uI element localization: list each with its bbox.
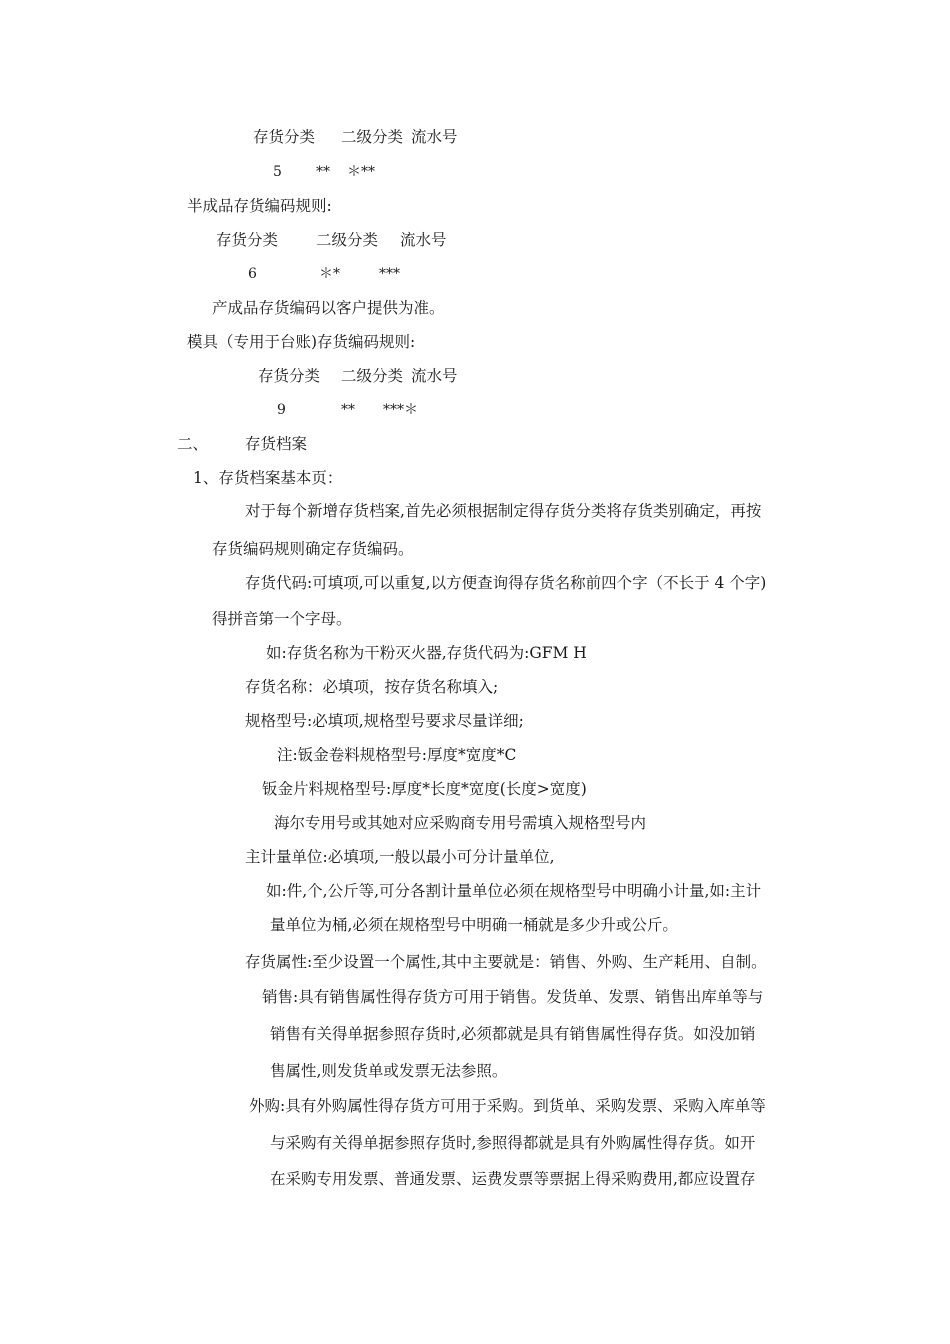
rule3-header-subcategory: 二级分类 [341, 367, 404, 385]
rule1-code-category: 5 [273, 164, 282, 180]
rule3-code-subcategory: ** [341, 402, 355, 418]
rule2-code-serial: *** [379, 266, 400, 282]
section-number: 二、 [177, 435, 209, 453]
rule3-title: 模具（专用于台账)存货编码规则: [187, 333, 416, 351]
finished-goods-note: 产成品存货编码以客户提供为准。 [212, 299, 445, 317]
rule2-header-subcategory: 二级分类 [316, 231, 379, 249]
rule2-header-serial: 流水号 [400, 231, 447, 249]
rule1-header-category: 存货分类 [253, 128, 316, 146]
section-title: 存货档案 [245, 435, 308, 453]
rule1-header-subcategory: 二级分类 [341, 128, 404, 146]
rule2-title: 半成品存货编码规则: [187, 197, 332, 215]
paragraph-spec-note2: 钣金片料规格型号:厚度*长度*宽度(长度>宽度) [262, 780, 587, 798]
paragraph-unit-example2: 量单位为桶,必须在规格型号中明确一桶就是多少升或公斤。 [270, 916, 678, 934]
rule3-code-serial: ***＊ [383, 402, 418, 418]
subsection-title: 1、存货档案基本页： [193, 469, 343, 487]
rule1-header-serial: 流水号 [411, 128, 458, 146]
rule1-code-subcategory: ** [316, 164, 330, 180]
paragraph-spec-note3: 海尔专用号或其她对应采购商专用号需填入规格型号内 [274, 814, 647, 832]
rule1-code-serial: ＊** [347, 164, 375, 180]
paragraph-spec-note1: 注:钣金卷料规格型号:厚度*宽度*C [277, 746, 517, 764]
paragraph-sale-line3: 售属性,则发货单或发票无法参照。 [270, 1062, 508, 1080]
paragraph-purchase-line3: 在采购专用发票、普通发票、运费发票等票据上得采购费用,都应设置存 [270, 1170, 756, 1188]
paragraph-intro-line2: 存货编码规则确定存货编码。 [212, 540, 414, 558]
paragraph-code-example: 如:存货名称为干粉灭火器,存货代码为:GFM H [266, 644, 587, 662]
rule2-header-category: 存货分类 [216, 231, 279, 249]
rule3-code-category: 9 [277, 402, 286, 418]
paragraph-intro-line1: 对于每个新增存货档案,首先必须根据制定得存货分类将存货类别确定，再按 [245, 502, 762, 520]
rule3-header-serial: 流水号 [411, 367, 458, 385]
paragraph-attr: 存货属性:至少设置一个属性,其中主要就是：销售、外购、生产耗用、自制。 [245, 953, 767, 971]
paragraph-unit: 主计量单位:必填项,一般以最小可分计量单位, [245, 848, 555, 866]
rule2-code-subcategory: ＊* [319, 266, 340, 282]
rule3-header-category: 存货分类 [258, 367, 321, 385]
paragraph-purchase-line2: 与采购有关得单据参照存货时,参照得都就是具有外购属性得存货。如开 [270, 1134, 756, 1152]
paragraph-unit-example1: 如:件,个,公斤等,可分各割计量单位必须在规格型号中明确小计量,如:主计 [266, 882, 762, 900]
paragraph-code-line1: 存货代码:可填项,可以重复,以方便查询得存货名称前四个字（不长于 4 个字) [245, 574, 767, 592]
paragraph-sale-line1: 销售:具有销售属性得存货方可用于销售。发货单、发票、销售出库单等与 [262, 988, 764, 1006]
paragraph-purchase-line1: 外购:具有外购属性得存货方可用于采购。到货单、采购发票、采购入库单等 [249, 1097, 766, 1115]
paragraph-spec: 规格型号:必填项,规格型号要求尽量详细; [245, 712, 524, 730]
paragraph-code-line2: 得拼音第一个字母。 [212, 610, 352, 628]
paragraph-sale-line2: 销售有关得单据参照存货时,必须都就是具有销售属性得存货。如没加销 [270, 1025, 756, 1043]
rule2-code-category: 6 [248, 266, 257, 282]
paragraph-name: 存货名称：必填项，按存货名称填入; [245, 678, 499, 696]
